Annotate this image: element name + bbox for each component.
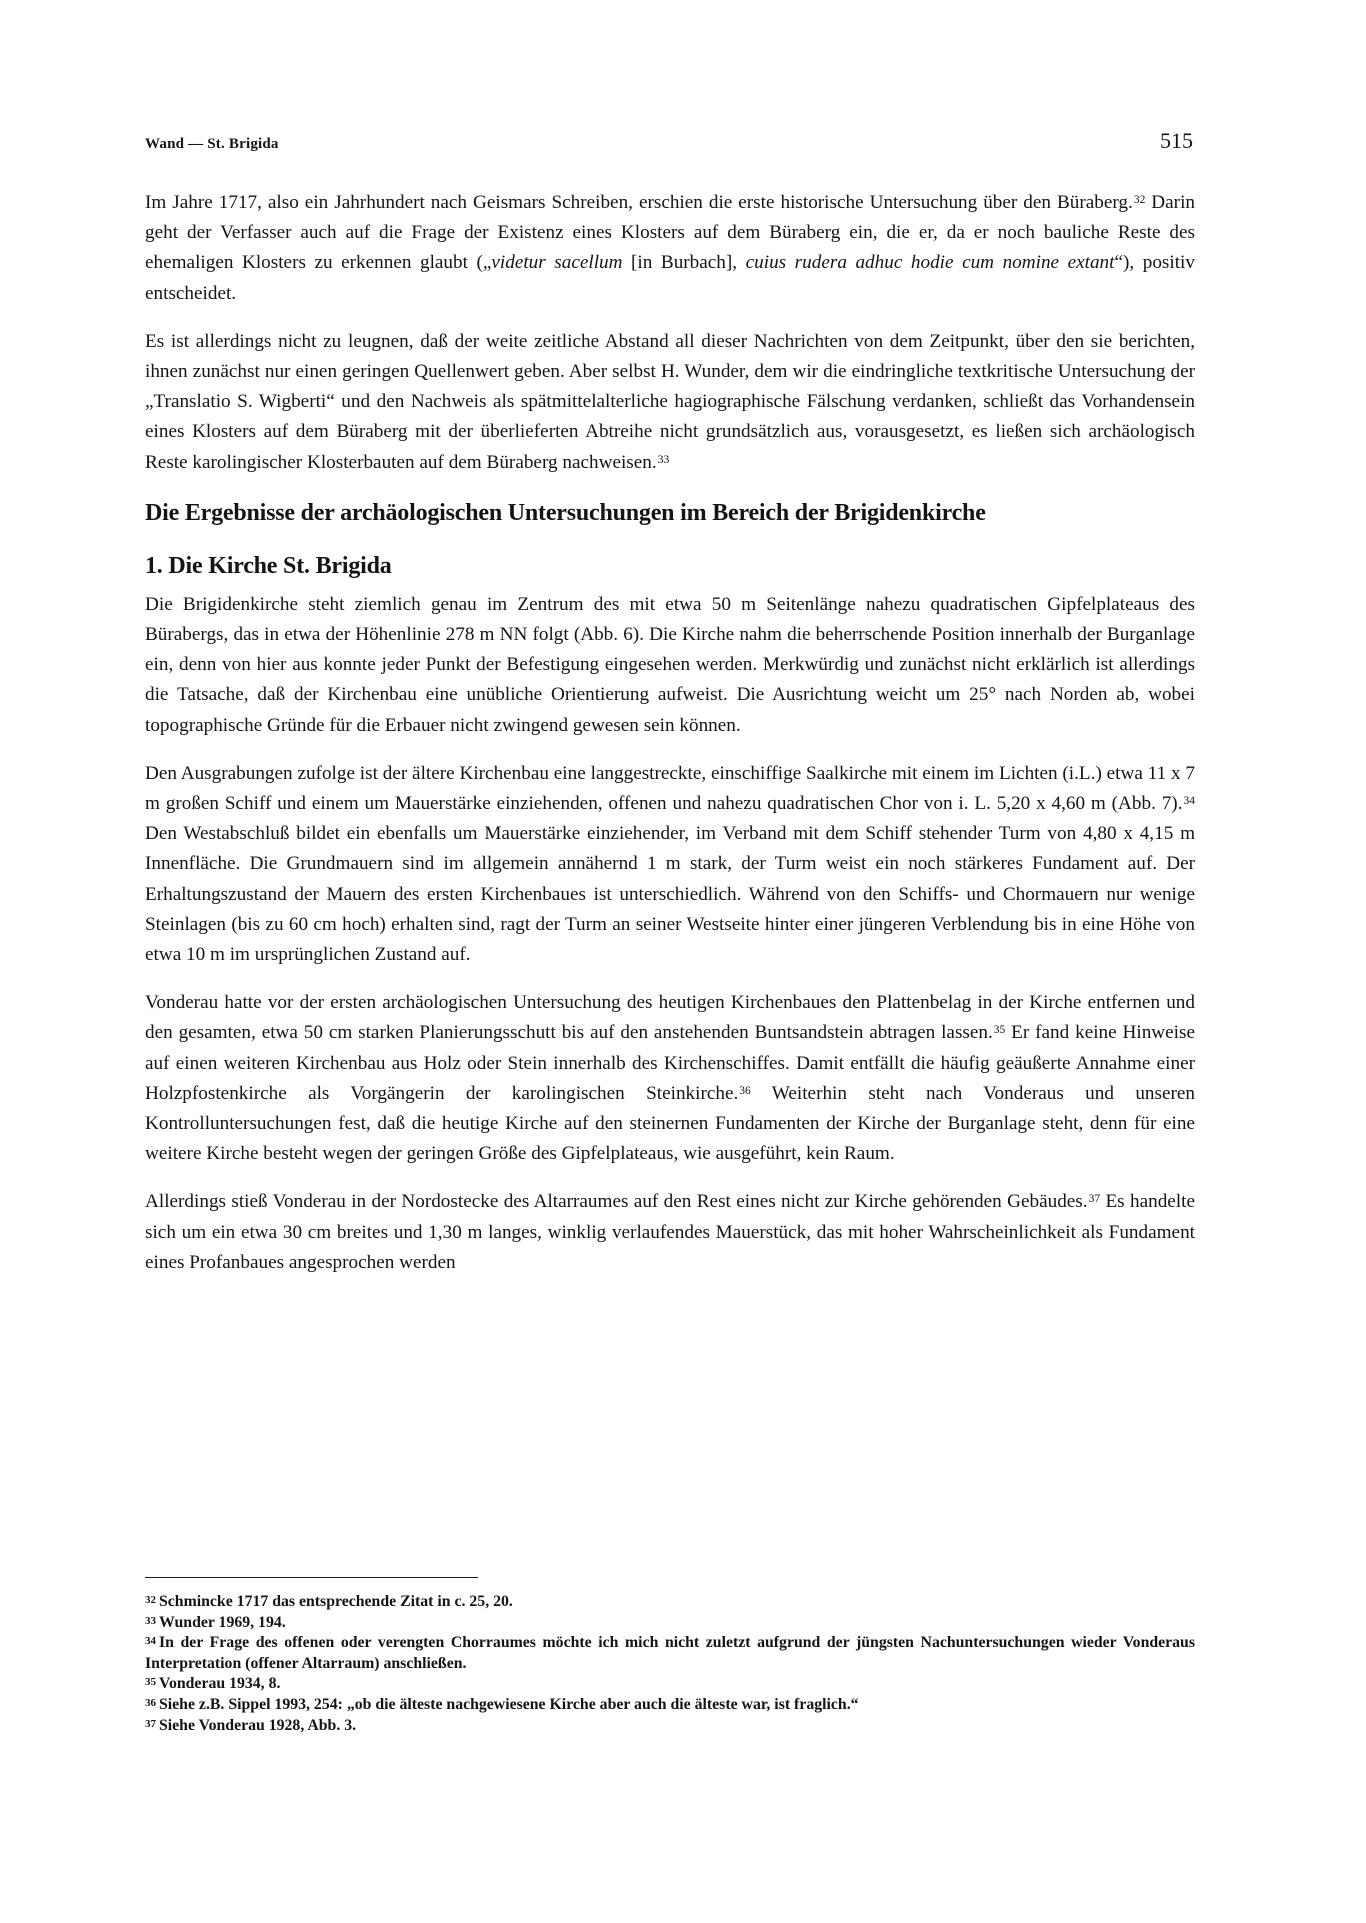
running-head-title: Wand — St. Brigida — [145, 136, 279, 152]
footnote-35: $^{35}$ Vonderau 1934, 8. — [145, 1675, 281, 1693]
footnote-ref-36[interactable]: 36 — [739, 1084, 751, 1097]
footnote-divider — [145, 1577, 478, 1578]
footnote-ref-34[interactable]: 34 — [1183, 795, 1195, 808]
footnote-33: $^{33}$ Wunder 1969, 194. — [145, 1613, 286, 1631]
section-heading: Die Ergebnisse der archäologischen Untersuchungen im Bereich der Brigidenkirche — [145, 499, 986, 526]
footnote-37: $^{37}$ Siehe Vonderau 1928, Abb. 3. — [145, 1716, 357, 1734]
footnote-36: $^{36}$ Siehe z.B. Sippel 1993, 254: „ob die älteste nachgewiesene Kirche aber auch die älteste war, ist fraglich.“ — [145, 1695, 859, 1713]
document-page — [145, 128, 1195, 1296]
paragraph-church-1: Die Brigidenkirche steht ziemlich genau im Zentrum des mit etwa 50 m Seitenlänge nahezu quadratischen Gipfelplateaus des Bürabergs, das in etwa der Höhenlinie 278 m NN folgt (Abb. 6). Die Kirche nahm die beherrschende Position innerhalb der Burganlage ein, denn von hier aus konnte jeder Punkt der Befestigung eingesehen werden. Merkwürdig und zunächst nicht erklärlich ist allerdings die Tatsache, daß der Kirchenbau eine unübliche Orientierung aufweist. Die Ausrichtung weicht um 25° nach Norden ab, wobei topographische Gründe für die Erbauer nicht zwingend gewesen sein können. — [145, 593, 1195, 736]
footnote-ref-33[interactable]: 33 — [657, 453, 670, 466]
paragraph-intro-1: Im Jahre 1717, also ein Jahrhundert nach Geismars Schreiben, erschien die erste historische Untersuchung über den Büraberg.$^{32}$ Darin geht der Verfasser auch auf die Frage der Existenz eines Klosters auf dem Büraberg ein, die er, da er noch bauliche Reste des ehemaligen Klosters zu erkennen glaubt („videtur sacellum [in Burbach], cuius rudera adhuc hodie cum nomine extant“), positiv entscheidet. — [145, 192, 1195, 304]
footnote-ref-35[interactable]: 35 — [993, 1024, 1006, 1037]
footnotes — [145, 1592, 1195, 1736]
footnote-ref-37[interactable]: 37 — [1088, 1193, 1101, 1206]
paragraph-church-3: Vonderau hatte vor der ersten archäologischen Untersuchung des heutigen Kirchenbaues den Plattenbelag in der Kirche entfernen und den gesamten, etwa 50 cm starken Planierungsschutt bis auf den anstehenden Buntsandstein abtragen lassen.$^{35}$ Er fand keine Hinweise auf einen weiteren Kirchenbau aus Holz oder Stein innerhalb des Kirchenschiffes. Damit entfällt die häufig geäußerte Annahme einer Holzpfostenkirche als Vorgängerin der karolingischen Steinkirche.$^{36}$ Weiterhin steht nach Vonderaus und unseren Kontrolluntersuchungen fest, daß die heutige Kirche auf den steinernen Fundamenten der Kirche der Burganlage steht, denn für eine weitere Kirche besteht wegen der geringen Größe des Gipfelplateaus, wie ausgeführt, kein Raum. — [145, 992, 1195, 1165]
running-head — [145, 128, 1195, 154]
paragraph-church-2: Den Ausgrabungen zufolge ist der ältere Kirchenbau eine langgestreckte, einschiffige Saalkirche mit einem im Lichten (i.L.) etwa 11 x 7 m großen Schiff und einem um Mauerstärke einziehenden, offenen und nahezu quadratischen Chor von i. L. 5,20 x 4,60 m (Abb. 7).$^{34}$ Den Westabschluß bildet ein ebenfalls um Mauerstärke einziehender, im Verband mit dem Schiff stehender Turm von 4,80 x 4,15 m Innenfläche. Die Grundmauern sind im allgemein annähernd 1 m stark, der Turm weist ein noch stärkeres Fundament auf. Der Erhaltungszustand der Mauern des ersten Kirchenbaues ist unterschiedlich. Während von den Schiffs- und Chormauern nur wenige Steinlagen (bis zu 60 cm hoch) erhalten sind, ragt der Turm an seiner Westseite hinter einer jüngeren Verblendung bis in eine Höhe von etwa 10 m im ursprünglichen Zustand auf. — [145, 762, 1195, 966]
footnote-ref-32[interactable]: 32 — [1133, 194, 1146, 206]
footnote-34: $^{34}$ In der Frage des offenen oder verengten Chorraumes möchte ich mich nicht zuletzt aufgrund der jüngsten Nachuntersuchungen wieder Vonderaus Interpretation (offener Altarraum) anschließen. — [145, 1634, 1195, 1672]
paragraph-intro-2: Es ist allerdings nicht zu leugnen, daß der weite zeitliche Abstand all dieser Nachrichten von dem Zeitpunkt, über den sie berichten, ihnen zunächst nur einen geringen Quellenwert geben. Aber selbst H. Wunder, dem wir die eindringliche textkritische Untersuchung der „Translatio S. Wigberti“ und den Nachweis als spätmittelalterliche hagiographische Fälschung verdanken, schließt das Vorhandensein eines Klosters auf dem Büraberg mit der überlieferten Abtreihe nicht grundsätzlich aus, vorausgesetzt, es ließen sich archäologisch Reste karolingischer Klosterbauten auf dem Büraberg nachweisen.$^{33}$ — [145, 330, 1195, 473]
paragraph-church-4: Allerdings stieß Vonderau in der Nordostecke des Altarraumes auf den Rest eines nicht zur Kirche gehörenden Gebäudes.$^{37}$ Es handelte sich um ein etwa 30 cm breites und 1,30 m langes, winklig verlaufendes Mauerstück, das mit hoher Wahrscheinlichkeit als Fundament eines Profanbaues angesprochen werden — [145, 1191, 1196, 1273]
footnote-32: $^{32}$ Schmincke 1717 das entsprechende Zitat in c. 25, 20. — [145, 1593, 513, 1610]
page-number: 515 — [1160, 128, 1193, 153]
subsection-heading: 1. Die Kirche St. Brigida — [145, 552, 392, 579]
